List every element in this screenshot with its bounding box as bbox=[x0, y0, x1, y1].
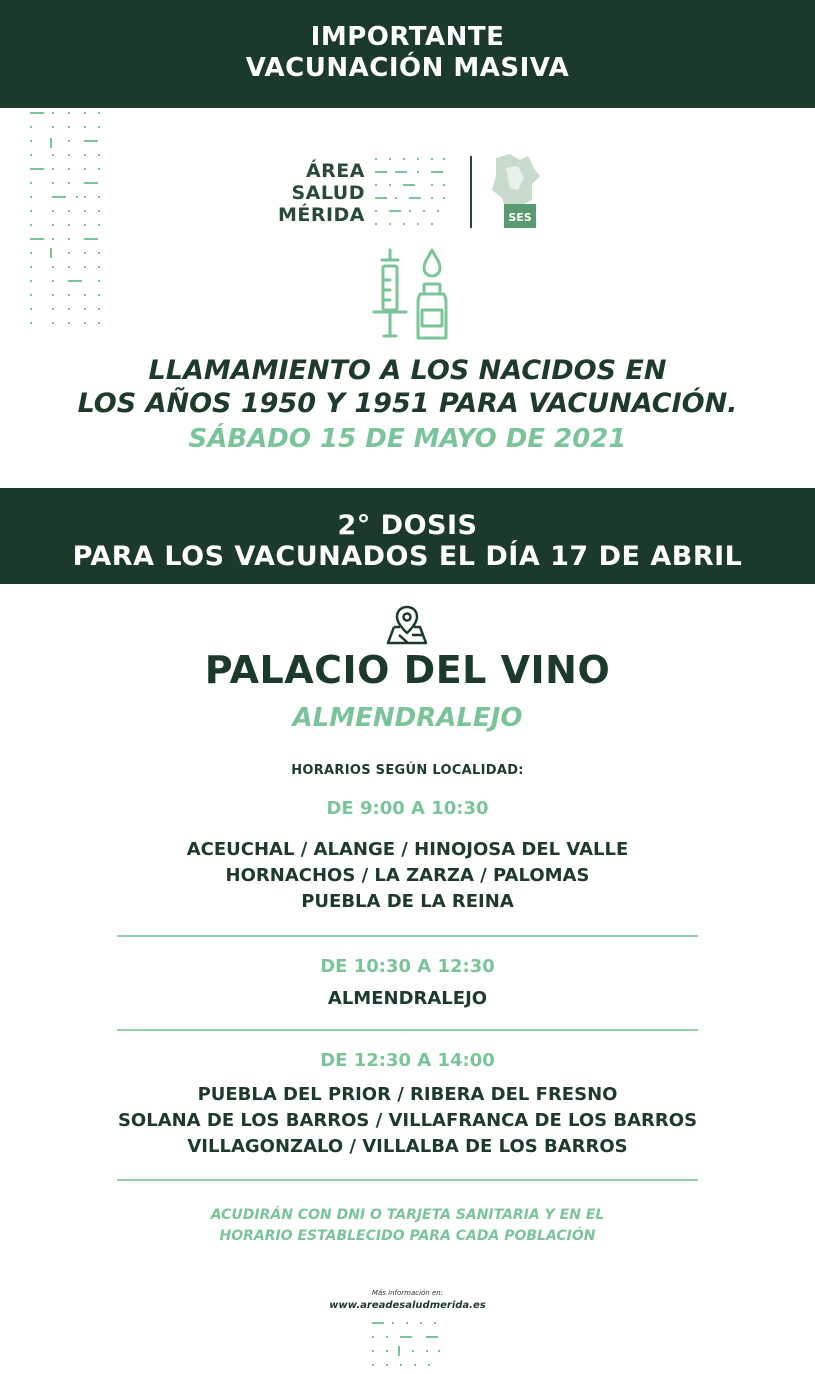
slot-time: DE 9:00 A 10:30 bbox=[326, 798, 489, 819]
id-notice bbox=[0, 1205, 815, 1247]
slot-time: DE 12:30 A 14:00 bbox=[320, 1050, 495, 1071]
header-line-1: IMPORTANTE bbox=[310, 22, 505, 52]
announcement-line-2: LOS AÑOS 1950 Y 1951 PARA VACUNACIÓN. bbox=[77, 388, 738, 419]
slot-town-line: ACEUCHAL / ALANGE / HINOJOSA DEL VALLE bbox=[186, 839, 629, 860]
logo-line-3: MÉRIDA bbox=[277, 204, 365, 226]
announcement-line-1: LLAMAMIENTO A LOS NACIDOS EN bbox=[148, 355, 667, 386]
logo-line-2: SALUD bbox=[291, 182, 365, 204]
dose-line-2: PARA LOS VACUNADOS EL DÍA 17 DE ABRIL bbox=[72, 541, 743, 572]
header-line-2: VACUNACIÓN MASIVA bbox=[245, 53, 570, 83]
decorative-dot-grid-left bbox=[30, 112, 102, 336]
slot-towns bbox=[0, 837, 815, 915]
dose-line-1: 2° DOSIS bbox=[337, 510, 478, 541]
section-divider bbox=[117, 1029, 698, 1031]
header-band bbox=[0, 0, 815, 108]
venue-city: ALMENDRALEJO bbox=[292, 703, 523, 733]
footer-dot-grid bbox=[372, 1322, 444, 1370]
section-divider bbox=[117, 935, 698, 937]
vaccination-date: SÁBADO 15 DE MAYO DE 2021 bbox=[188, 424, 627, 454]
logo-line-1: ÁREA bbox=[305, 160, 365, 182]
more-info-label: Más información en: bbox=[371, 1289, 444, 1297]
slot-town-line: VILLAGONZALO / VILLALBA DE LOS BARROS bbox=[187, 1136, 628, 1157]
map-pin-icon bbox=[384, 605, 430, 647]
dose-band bbox=[0, 488, 815, 584]
logo-divider bbox=[470, 156, 472, 228]
section-divider bbox=[117, 1179, 698, 1181]
vaccine-syringe-icon bbox=[370, 246, 452, 342]
notice-line-2: HORARIO ESTABLECIDO PARA CADA POBLACIÓN bbox=[219, 1228, 596, 1244]
slot-town-line: ALMENDRALEJO bbox=[327, 988, 488, 1009]
notice-line-1: ACUDIRÁN CON DNI O TARJETA SANITARIA Y EN EL bbox=[210, 1207, 605, 1223]
slot-time: DE 10:30 A 12:30 bbox=[320, 956, 495, 977]
ses-logo bbox=[484, 150, 544, 230]
area-salud-merida-logo bbox=[270, 160, 365, 226]
slot-town-line: PUEBLA DEL PRIOR / RIBERA DEL FRESNO bbox=[197, 1084, 618, 1105]
slot-towns bbox=[0, 1082, 815, 1160]
ses-label: SES bbox=[508, 211, 532, 224]
slot-town-line: SOLANA DE LOS BARROS / VILLAFRANCA DE LOS BARROS bbox=[117, 1110, 698, 1131]
schedule-label: HORARIOS SEGÚN LOCALIDAD: bbox=[291, 763, 524, 778]
website-link[interactable]: www.areadesaludmerida.es bbox=[329, 1300, 486, 1311]
logo-dot-grid bbox=[375, 158, 447, 226]
slot-towns bbox=[0, 986, 815, 1012]
slot-town-line: HORNACHOS / LA ZARZA / PALOMAS bbox=[225, 865, 590, 886]
venue-name: PALACIO DEL VINO bbox=[204, 648, 611, 692]
slot-town-line: PUEBLA DE LA REINA bbox=[301, 891, 514, 912]
